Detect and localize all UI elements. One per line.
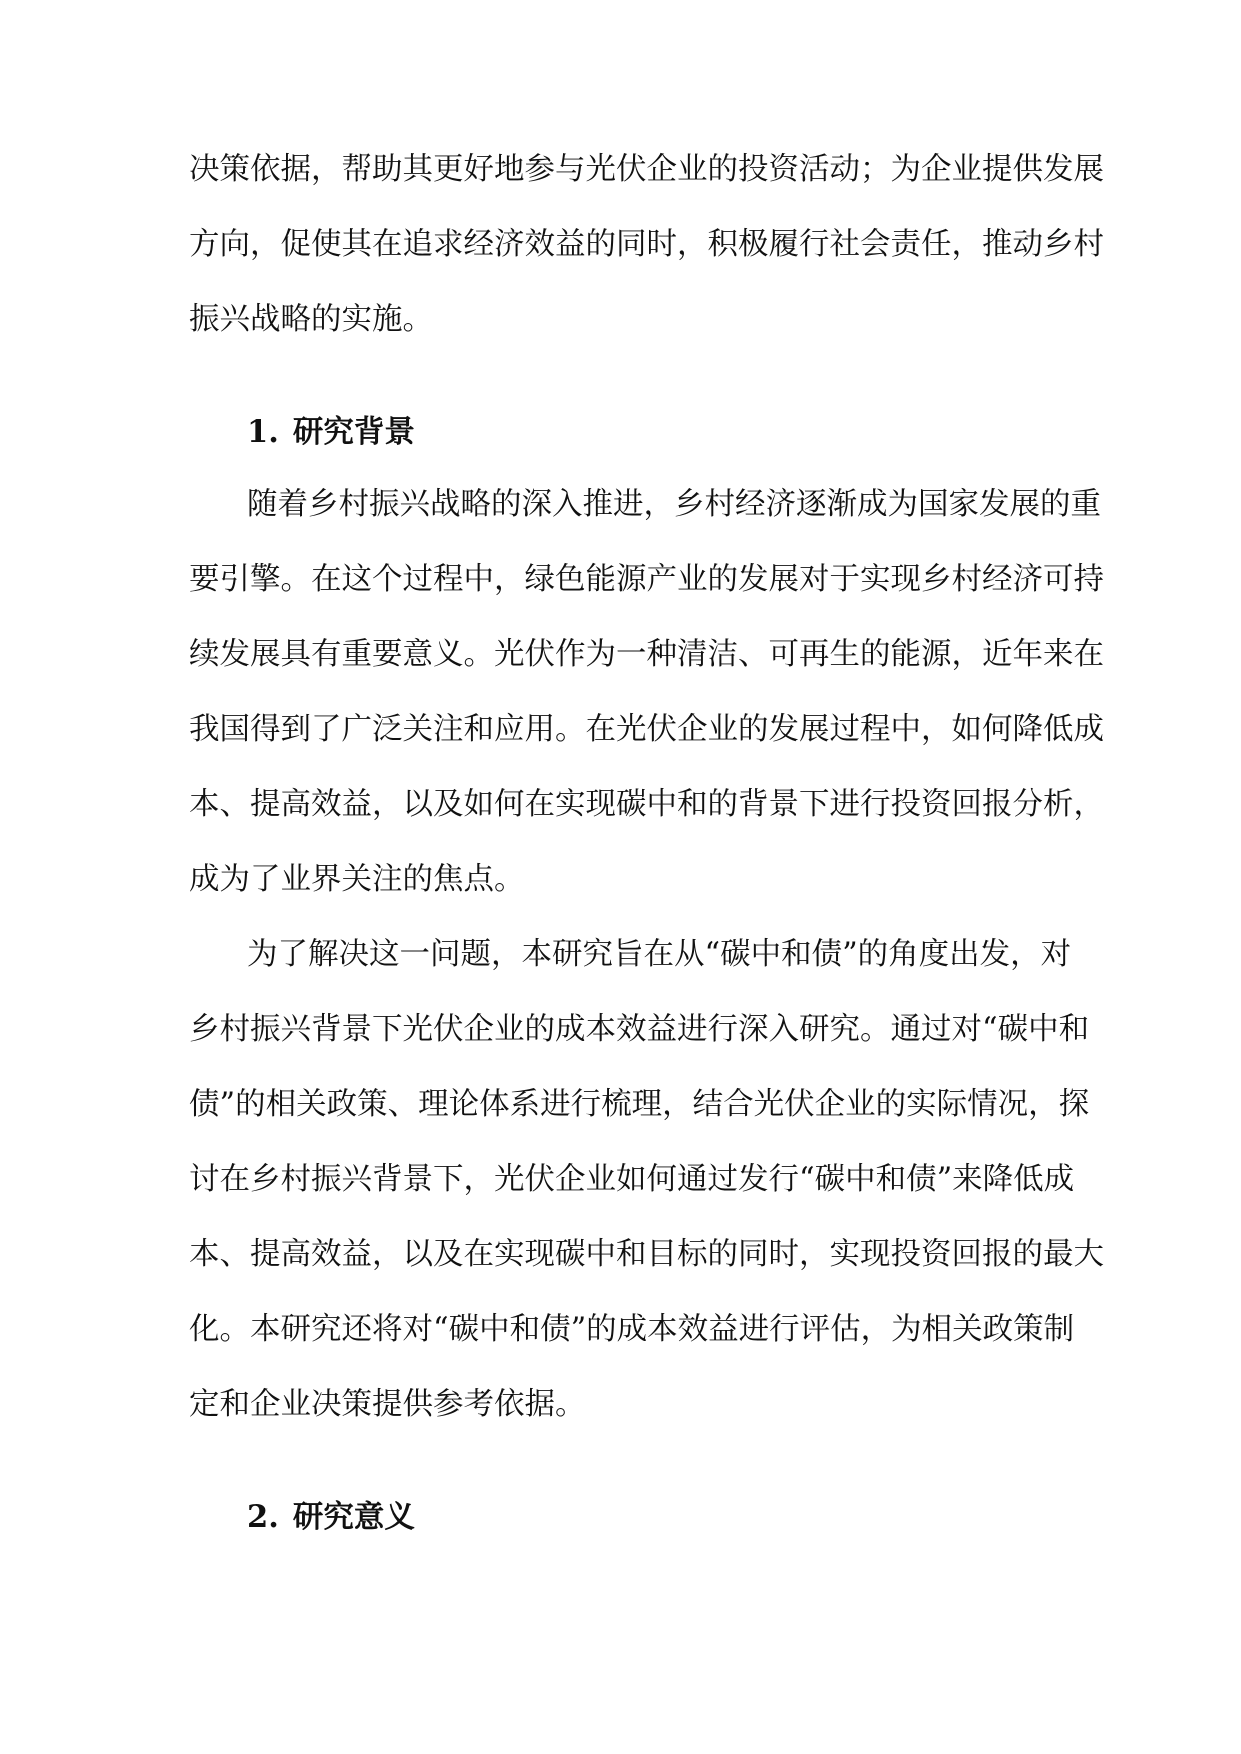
paragraph-line: 决策依据，帮助其更好地参与光伏企业的投资活动；为企业提供发展 [189,152,1104,187]
paragraph-line: 乡村振兴背景下光伏企业的成本效益进行深入研究。通过对“碳中和 [189,1012,1090,1047]
section-heading-1 [247,408,415,456]
paragraph-line: 续发展具有重要意义。光伏作为一种清洁、可再生的能源，近年来在 [189,637,1104,672]
section-number: 2. [247,1499,279,1535]
section-title: 研究意义 [292,1499,415,1535]
paragraph-line: 要引擎。在这个过程中，绿色能源产业的发展对于实现乡村经济可持 [189,562,1104,597]
paragraph-line: 债”的相关政策、理论体系进行梳理，结合光伏企业的实际情况，探 [189,1087,1090,1122]
section-number: 1. [247,414,279,450]
paragraph-line: 讨在乡村振兴背景下，光伏企业如何通过发行“碳中和债”来降低成 [189,1162,1075,1197]
section-title: 研究背景 [292,414,415,450]
paragraph-line: 本、提高效益，以及如何在实现碳中和的背景下进行投资回报分析， [189,787,1104,822]
paragraph-line: 本、提高效益，以及在实现碳中和目标的同时，实现投资回报的最大 [189,1237,1104,1272]
paragraph-line: 化。本研究还将对“碳中和债”的成本效益进行评估，为相关政策制 [189,1312,1075,1347]
paragraph-line: 为了解决这一问题，本研究旨在从“碳中和债”的角度出发，对 [247,937,1072,972]
paragraph-line: 成为了业界关注的焦点。 [189,862,525,897]
section-heading-2 [247,1493,415,1541]
paragraph-line: 振兴战略的实施。 [189,302,433,337]
paragraph-line: 方向，促使其在追求经济效益的同时，积极履行社会责任，推动乡村 [189,227,1104,262]
paragraph-line: 随着乡村振兴战略的深入推进，乡村经济逐渐成为国家发展的重 [247,487,1101,522]
paragraph-line: 我国得到了广泛关注和应用。在光伏企业的发展过程中，如何降低成 [189,712,1104,747]
paragraph-line: 定和企业决策提供参考依据。 [189,1387,586,1422]
